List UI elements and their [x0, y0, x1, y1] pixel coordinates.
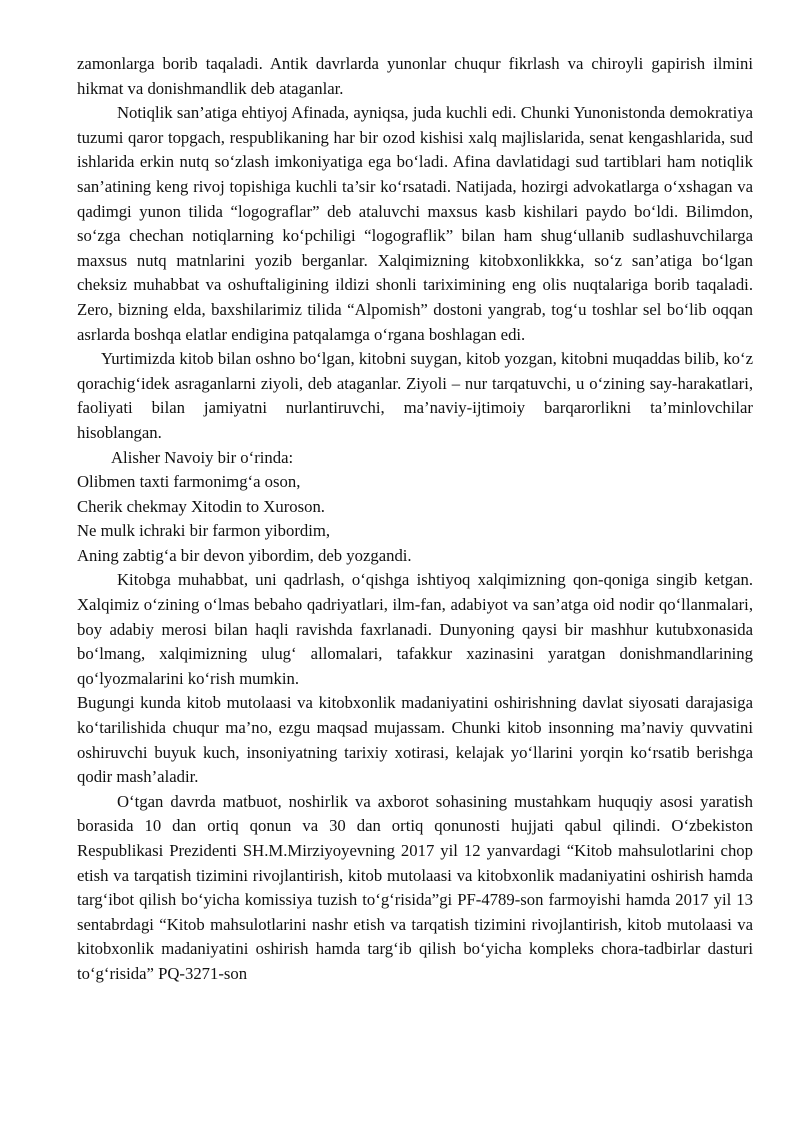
verse-line: Olibmen taxti farmonimg‘a oson, — [77, 472, 301, 492]
verse-block — [77, 470, 753, 568]
verse-line: Aning zabtig‘a bir devon yibordim, deb yozgandi. — [77, 545, 412, 565]
paragraph-intro: zamonlarga borib taqaladi. Antik davrlarda yunonlar chuqur fikrlash va chiroyli gapirish ilmini hikmat va donishmandlik deb ataganlar. — [77, 54, 753, 98]
paragraph-kitobga-muhabbat: Kitobga muhabbat, uni qadrlash, o‘qishga ishtiyoq xalqimizning qon-qoniga singib ketgan. Xalqimiz o‘zining o‘lmas bebaho qadriyatlari, ilm-fan, adabiyot va san’atga oid nodir qo‘llanmalari, boy adabiy merosi bilan haqli ravishda faxrlanadi. Dunyoning qaysi bir mashhur kutubxonasida bo‘lmang, xalqimizning ulug‘ allomalari, tafakkur xazinasini yaratgan donishmandlarining qo‘lyozmalarini ko‘rish mumkin. — [77, 570, 753, 688]
paragraph-navoiy-intro: Alisher Navoiy bir o‘rinda: — [111, 447, 294, 467]
paragraph-notiqlik: Notiqlik san’atiga ehtiyoj Afinada, ayniqsa, juda kuchli edi. Chunki Yunonistonda demokratiya tuzumi qaror topgach, respublikaning har bir ozod kishisi xalq majlislarida, senat kengashlarida, sud ishlarida erkin nutq so‘zlash imkoniyatiga ega bo‘ladi. Afina davlatidagi sud tartiblari ham notiqlik san’atining keng rivoj topishiga kuchli ta’sir ko‘rsatadi. Natijada, hozirgi advokatlarga o‘xshagan va qadimgi yunon tilida “logograflar” deb ataluvchi maxsus kasb kishilari paydo bo‘ldi. Bilimdon, so‘zga chechan notiqlarning ko‘pchiligi “logograflik” bilan ham shug‘ullanib sudlashuvchilarga maxsus nutq matnlarini yozib berganlar. Xalqimizning kitobxonlikkka, so‘z san’atiga bo‘lgan cheksiz muhabbat va oshuftaligining ildizi shonli tariximining eng olis nuqtalariga borib taqaladi. Zero, bizning elda, baxshilarimiz tilida “Alpomish” dostoni yangrab, tog‘u toshlar sel bo‘lib oqqan asrlarda boshqa elatlar endigina patqalamga o‘rgana boshlagan edi. — [77, 103, 753, 344]
verse-line: Cherik chekmay Xitodin to Xuroson. — [77, 496, 325, 516]
paragraph-bugungi-kunda: Bugungi kunda kitob mutolaasi va kitobxonlik madaniyatini oshirishning davlat siyosati darajasiga ko‘tarilishida chuqur ma’no, ezgu maqsad mujassam. Chunki kitob insonning ma’naviy quvvatini oshiruvchi buyuk kuch, insoniyatning tarixiy xotirasi, kelajak yo‘llarini yorqin ko‘rsatib berishga qodir mash’aladir. — [77, 693, 753, 787]
paragraph-qonunlar: O‘tgan davrda matbuot, noshirlik va axborot sohasining mustahkam huquqiy asosi yaratish borasida 10 dan ortiq qonun va 30 dan ortiq qonunosti hujjati qabul qilindi. O‘zbekiston Respublikasi Prezidenti SH.M.Mirziyoyevning 2017 yil 12 yanvardagi “Kitob mahsulotlarini chop etish va tarqatish tizimini rivojlantirish, kitob mutolaasi va kitobxonlik madaniyatini oshirish hamda targ‘ibot qilish bo‘yicha komissiya tuzish to‘g‘risida”gi PF-4789-son farmoyishi hamda 2017 yil 13 sentabrdagi “Kitob mahsulotlarini nashr etish va tarqatish tizimini rivojlantirish, kitob mutolaasi va kitobxonlik madaniyatini oshirish hamda targ‘ib qilish bo‘yicha kompleks chora-tadbirlar dasturi to‘g‘risida” PQ-3271-son — [77, 791, 753, 983]
verse-line: Ne mulk ichraki bir farmon yibordim, — [77, 521, 331, 541]
paragraph-ziyoli: Yurtimizda kitob bilan oshno bo‘lgan, kitobni suygan, kitob yozgan, kitobni muqaddas bilib, ko‘z qorachig‘idek asraganlarni ziyoli, deb ataganlar. Ziyoli – nur tarqatuvchi, u o‘zining say-harakatlari, faoliyati bilan jamiyatni nurlantiruvchi, ma’naviy-ijtimoiy barqarorlikni ta’minlovchilar hisoblangan. — [77, 349, 753, 442]
document-page — [77, 52, 753, 987]
